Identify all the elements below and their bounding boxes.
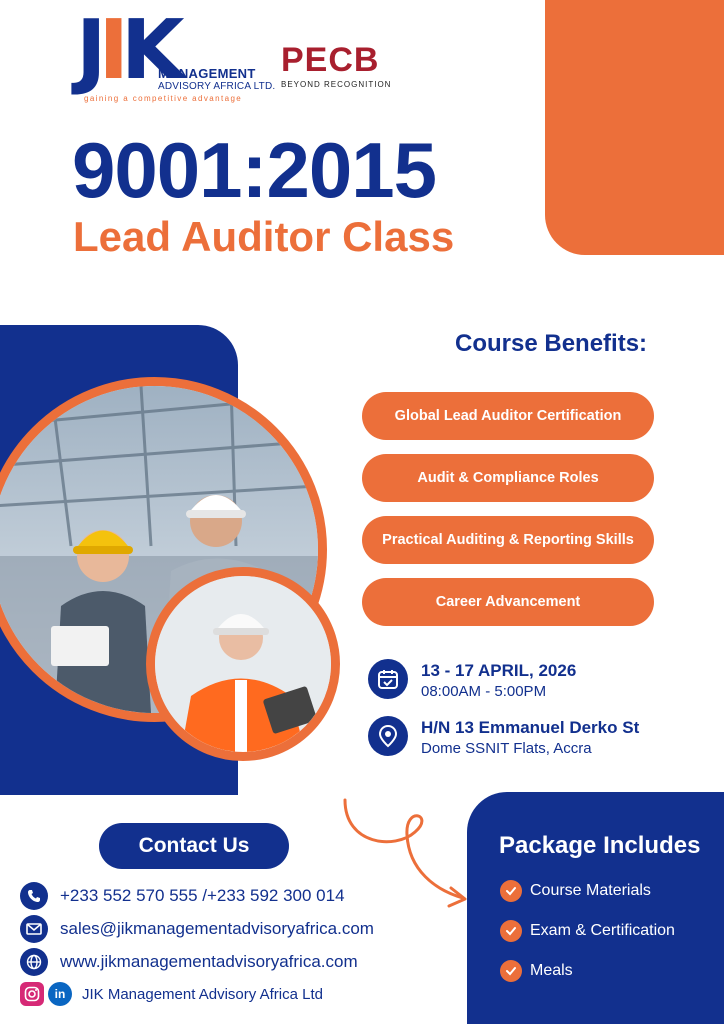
globe-icon bbox=[20, 948, 48, 976]
benefit-pill: Career Advancement bbox=[362, 578, 654, 626]
globe-icon-glyph bbox=[26, 954, 42, 970]
pecb-name: PECB bbox=[281, 41, 380, 79]
contact-social-row[interactable] bbox=[20, 982, 323, 1006]
package-item-label: Meals bbox=[530, 962, 573, 979]
package-item bbox=[500, 880, 651, 902]
check-icon bbox=[500, 920, 522, 942]
venue-address: H/N 13 Emmanuel Derko St bbox=[421, 718, 640, 737]
calendar-icon-glyph bbox=[377, 668, 399, 690]
jik-logo bbox=[76, 3, 276, 104]
contact-website-row[interactable] bbox=[20, 948, 358, 976]
location-pin-glyph bbox=[377, 724, 399, 748]
company-social-name: JIK Management Advisory Africa Ltd bbox=[82, 985, 323, 1003]
package-item-label: Exam & Certification bbox=[530, 922, 675, 939]
jik-name-line1: MANAGEMENT bbox=[158, 66, 256, 81]
package-item bbox=[500, 960, 573, 982]
venue-area: Dome SSNIT Flats, Accra bbox=[421, 740, 592, 757]
calendar-icon bbox=[368, 659, 408, 699]
email-address: sales@jikmanagementadvisoryafrica.com bbox=[60, 919, 374, 938]
check-icon bbox=[500, 960, 522, 982]
contact-email-row[interactable] bbox=[20, 915, 374, 943]
mail-icon-glyph bbox=[26, 923, 42, 935]
event-time: 08:00AM - 5:00PM bbox=[421, 683, 547, 700]
phone-number: +233 552 570 555 /+233 592 300 014 bbox=[60, 886, 345, 905]
pecb-logo bbox=[281, 42, 391, 89]
package-heading: Package Includes bbox=[499, 832, 701, 859]
check-icon-glyph bbox=[505, 885, 517, 897]
check-icon-glyph bbox=[505, 925, 517, 937]
website-url: www.jikmanagementadvisoryafrica.com bbox=[60, 952, 358, 971]
package-panel bbox=[467, 792, 724, 1024]
benefit-pill: Audit & Compliance Roles bbox=[362, 454, 654, 502]
jik-name-line2: ADVISORY AFRICA LTD. bbox=[158, 81, 276, 92]
pecb-tagline: BEYOND RECOGNITION bbox=[281, 80, 392, 89]
benefits-heading: Course Benefits: bbox=[455, 330, 648, 357]
orange-corner-shape bbox=[545, 0, 724, 255]
inspector-illustration bbox=[155, 576, 331, 752]
standard-title: 9001:2015 bbox=[72, 126, 437, 214]
inspector-photo bbox=[146, 567, 340, 761]
mail-icon bbox=[20, 915, 48, 943]
event-date: 13 - 17 APRIL, 2026 bbox=[421, 661, 577, 680]
check-icon bbox=[500, 880, 522, 902]
linkedin-icon[interactable]: in bbox=[48, 982, 72, 1006]
phone-icon bbox=[20, 882, 48, 910]
jik-tagline: gaining a competitive advantage bbox=[84, 94, 243, 103]
package-item bbox=[500, 920, 675, 942]
contact-phone-row[interactable] bbox=[20, 882, 345, 910]
curly-arrow-icon bbox=[335, 790, 475, 920]
check-icon-glyph bbox=[505, 965, 517, 977]
phone-icon-glyph bbox=[27, 889, 41, 903]
package-item-label: Course Materials bbox=[530, 882, 651, 899]
benefit-pill: Global Lead Auditor Certification bbox=[362, 392, 654, 440]
contact-us-button[interactable]: Contact Us bbox=[99, 823, 289, 869]
instagram-icon[interactable] bbox=[20, 982, 44, 1006]
jik-logo-mark: JIK bbox=[76, 3, 177, 98]
location-pin-icon bbox=[368, 716, 408, 756]
class-subtitle: Lead Auditor Class bbox=[73, 213, 455, 260]
benefit-pill: Practical Auditing & Reporting Skills bbox=[362, 516, 654, 564]
instagram-icon-glyph bbox=[24, 986, 40, 1002]
